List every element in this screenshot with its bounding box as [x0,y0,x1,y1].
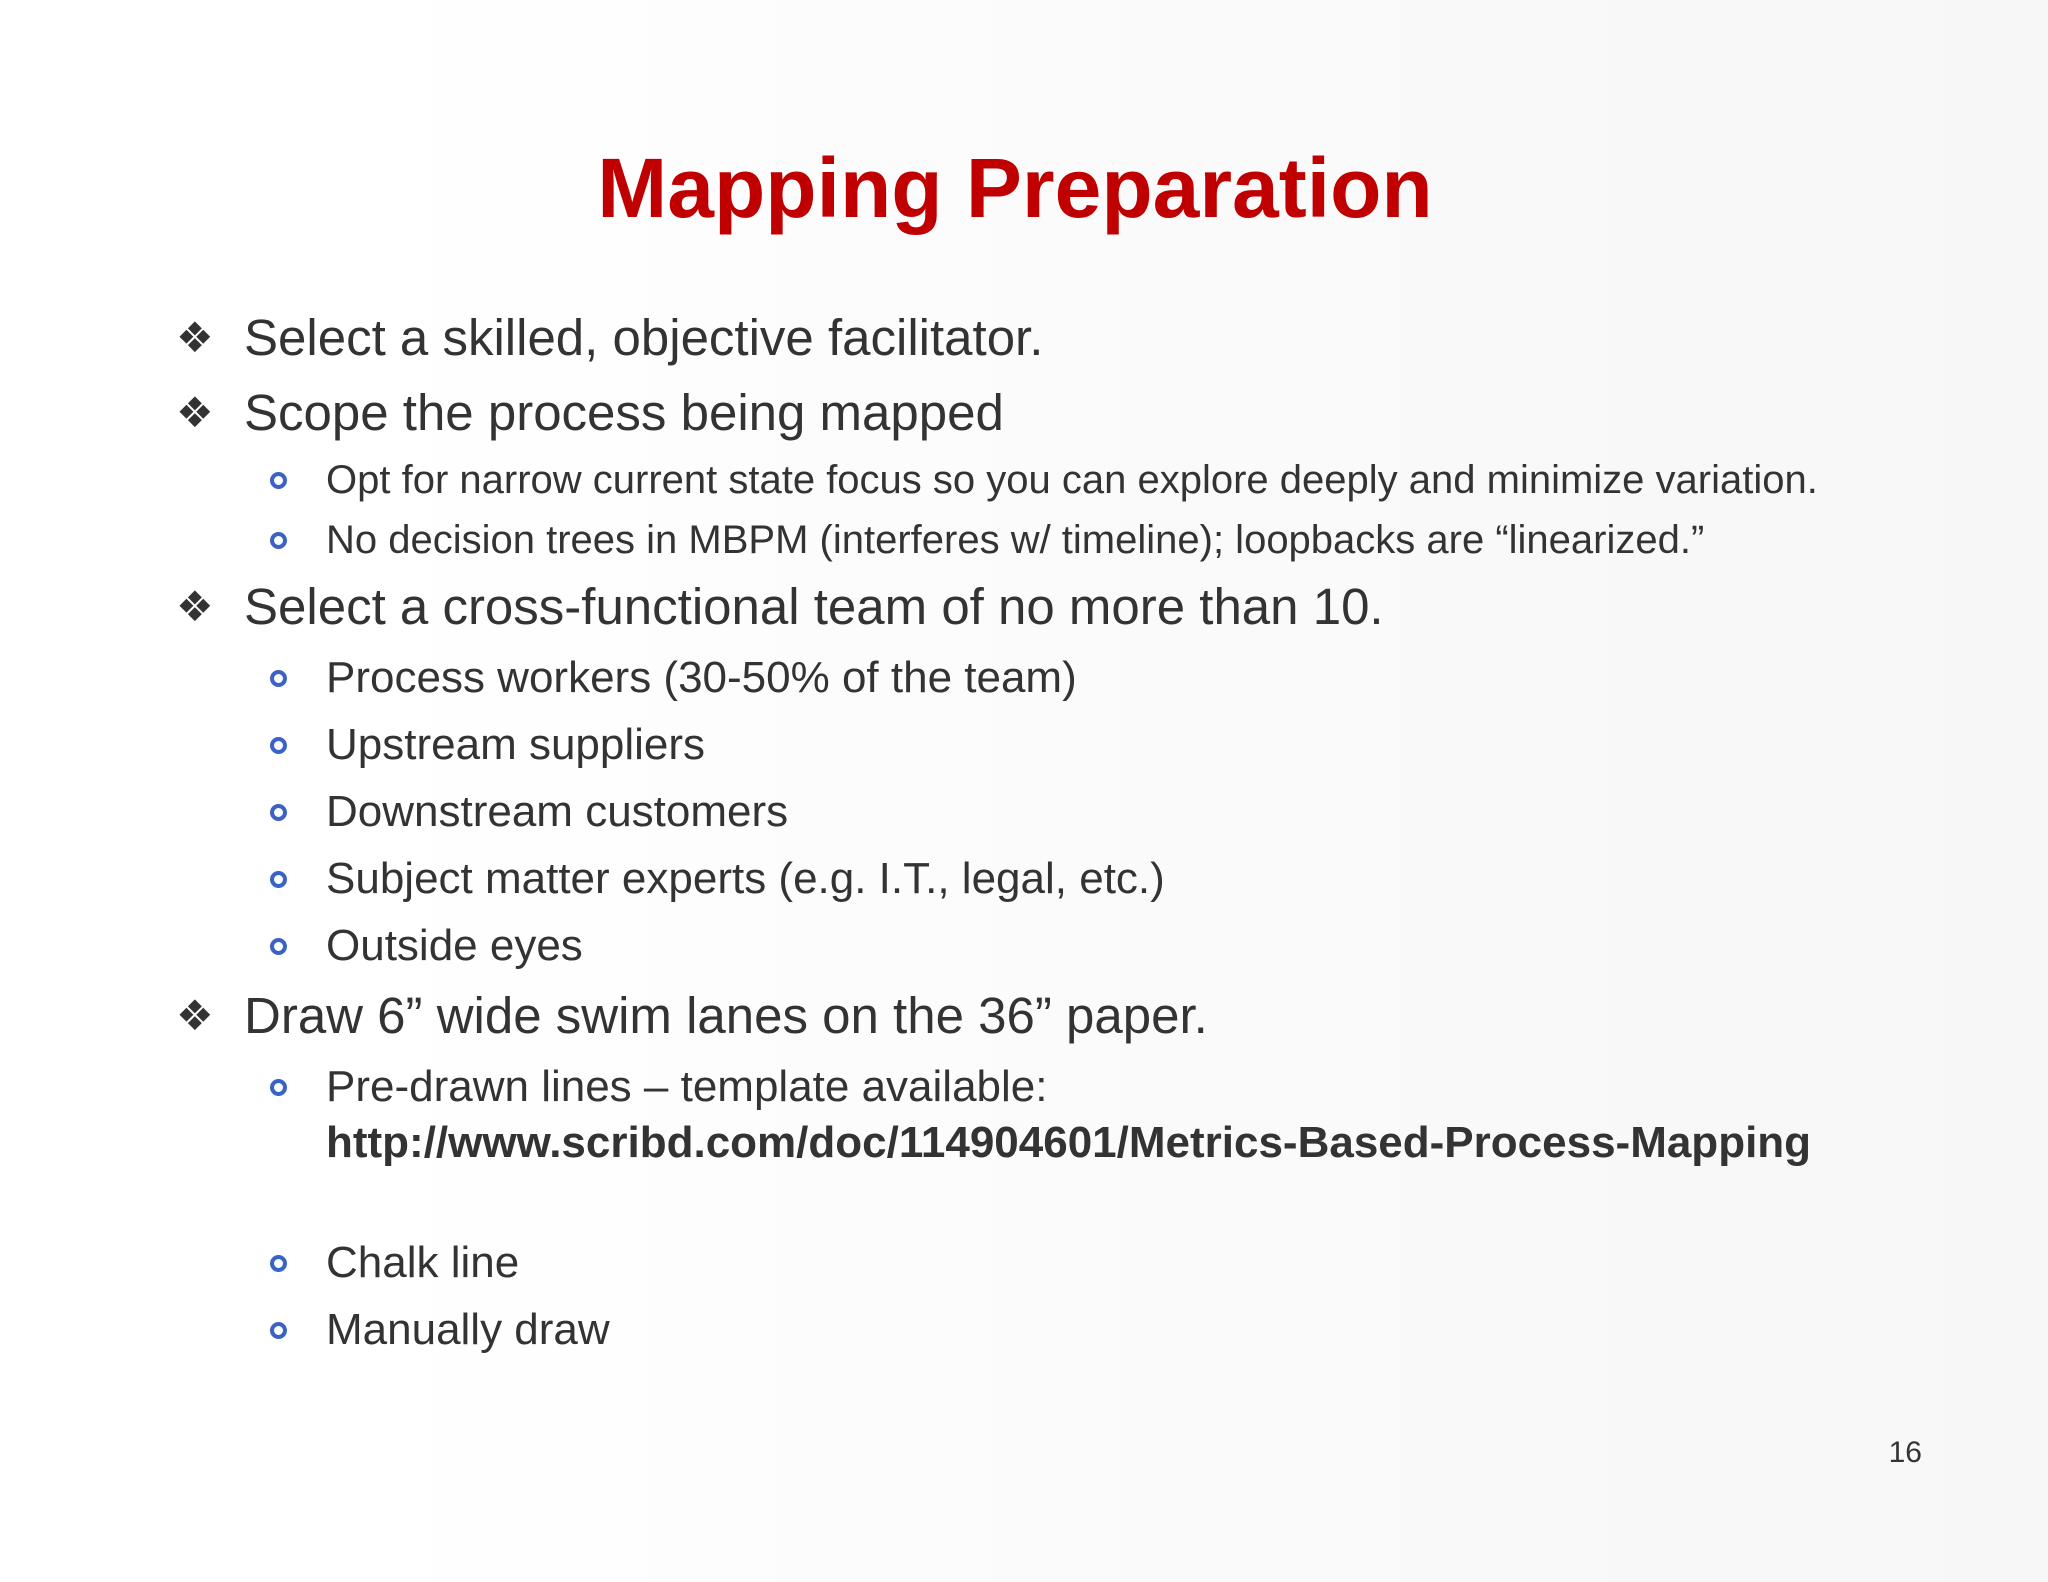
sub-bullet-item [266,918,583,974]
sub-bullet-item [266,784,788,840]
sub-bullet-item [266,1302,610,1358]
sub-bullet-text: Manually draw [326,1305,610,1354]
sub-bullet-text: Downstream customers [326,787,789,836]
bullet-text: Scope the process being mapped [244,384,1004,441]
bullet-item [176,986,1208,1046]
bullet-text: Select a skilled, objective facilitator. [244,309,1044,366]
diamond-bullet-icon: ❖ [176,991,214,1040]
sub-bullet-text: Outside eyes [326,921,583,970]
circle-bullet-icon [266,1059,326,1115]
sub-bullet-text: Chalk line [326,1238,520,1287]
sub-bullet-item [266,650,1077,706]
bullet-item [176,383,1004,443]
template-link[interactable]: http://www.scribd.com/doc/114904601/Metrics-Based-Process-Mapping [326,1118,1812,1167]
bullet-item [176,577,1384,637]
bullet-text: Select a cross-functional team of no more than 10. [244,578,1384,635]
diamond-bullet-icon: ❖ [176,582,214,631]
circle-bullet-icon [266,452,326,508]
sub-bullet-text: Opt for narrow current state focus so you can explore deeply and minimize variation. [326,458,1818,502]
diamond-bullet-icon: ❖ [176,313,214,362]
sub-bullet-item [266,512,1704,568]
circle-bullet-icon [266,717,326,773]
slide-title: Mapping Preparation [597,141,1433,235]
page-number: 16 [1888,1436,1922,1469]
diamond-bullet-icon: ❖ [176,388,214,437]
sub-bullet-text: Upstream suppliers [326,720,706,769]
circle-bullet-icon [266,512,326,568]
sub-bullet-item [266,1235,519,1291]
circle-bullet-icon [266,851,326,907]
circle-bullet-icon [266,918,326,974]
sub-bullet-text [326,1059,1826,1171]
bullet-text: Draw 6” wide swim lanes on the 36” paper. [244,987,1208,1044]
sub-bullet-item [266,452,1818,508]
circle-bullet-icon [266,784,326,840]
sub-bullet-text: No decision trees in MBPM (interferes w/ timeline); loopbacks are “linearized.” [326,518,1705,562]
bullet-item [176,308,1043,368]
sub-bullet-item [266,1059,1826,1171]
circle-bullet-icon [266,1235,326,1291]
sub-bullet-text: Subject matter experts (e.g. I.T., legal, etc.) [326,854,1165,903]
sub-bullet-item [266,851,1165,907]
circle-bullet-icon [266,650,326,706]
circle-bullet-icon [266,1302,326,1358]
sub-bullet-item [266,717,705,773]
sub-bullet-text: Process workers (30-50% of the team) [326,653,1077,702]
sub-bullet-label: Pre-drawn lines – template available: [326,1062,1048,1111]
